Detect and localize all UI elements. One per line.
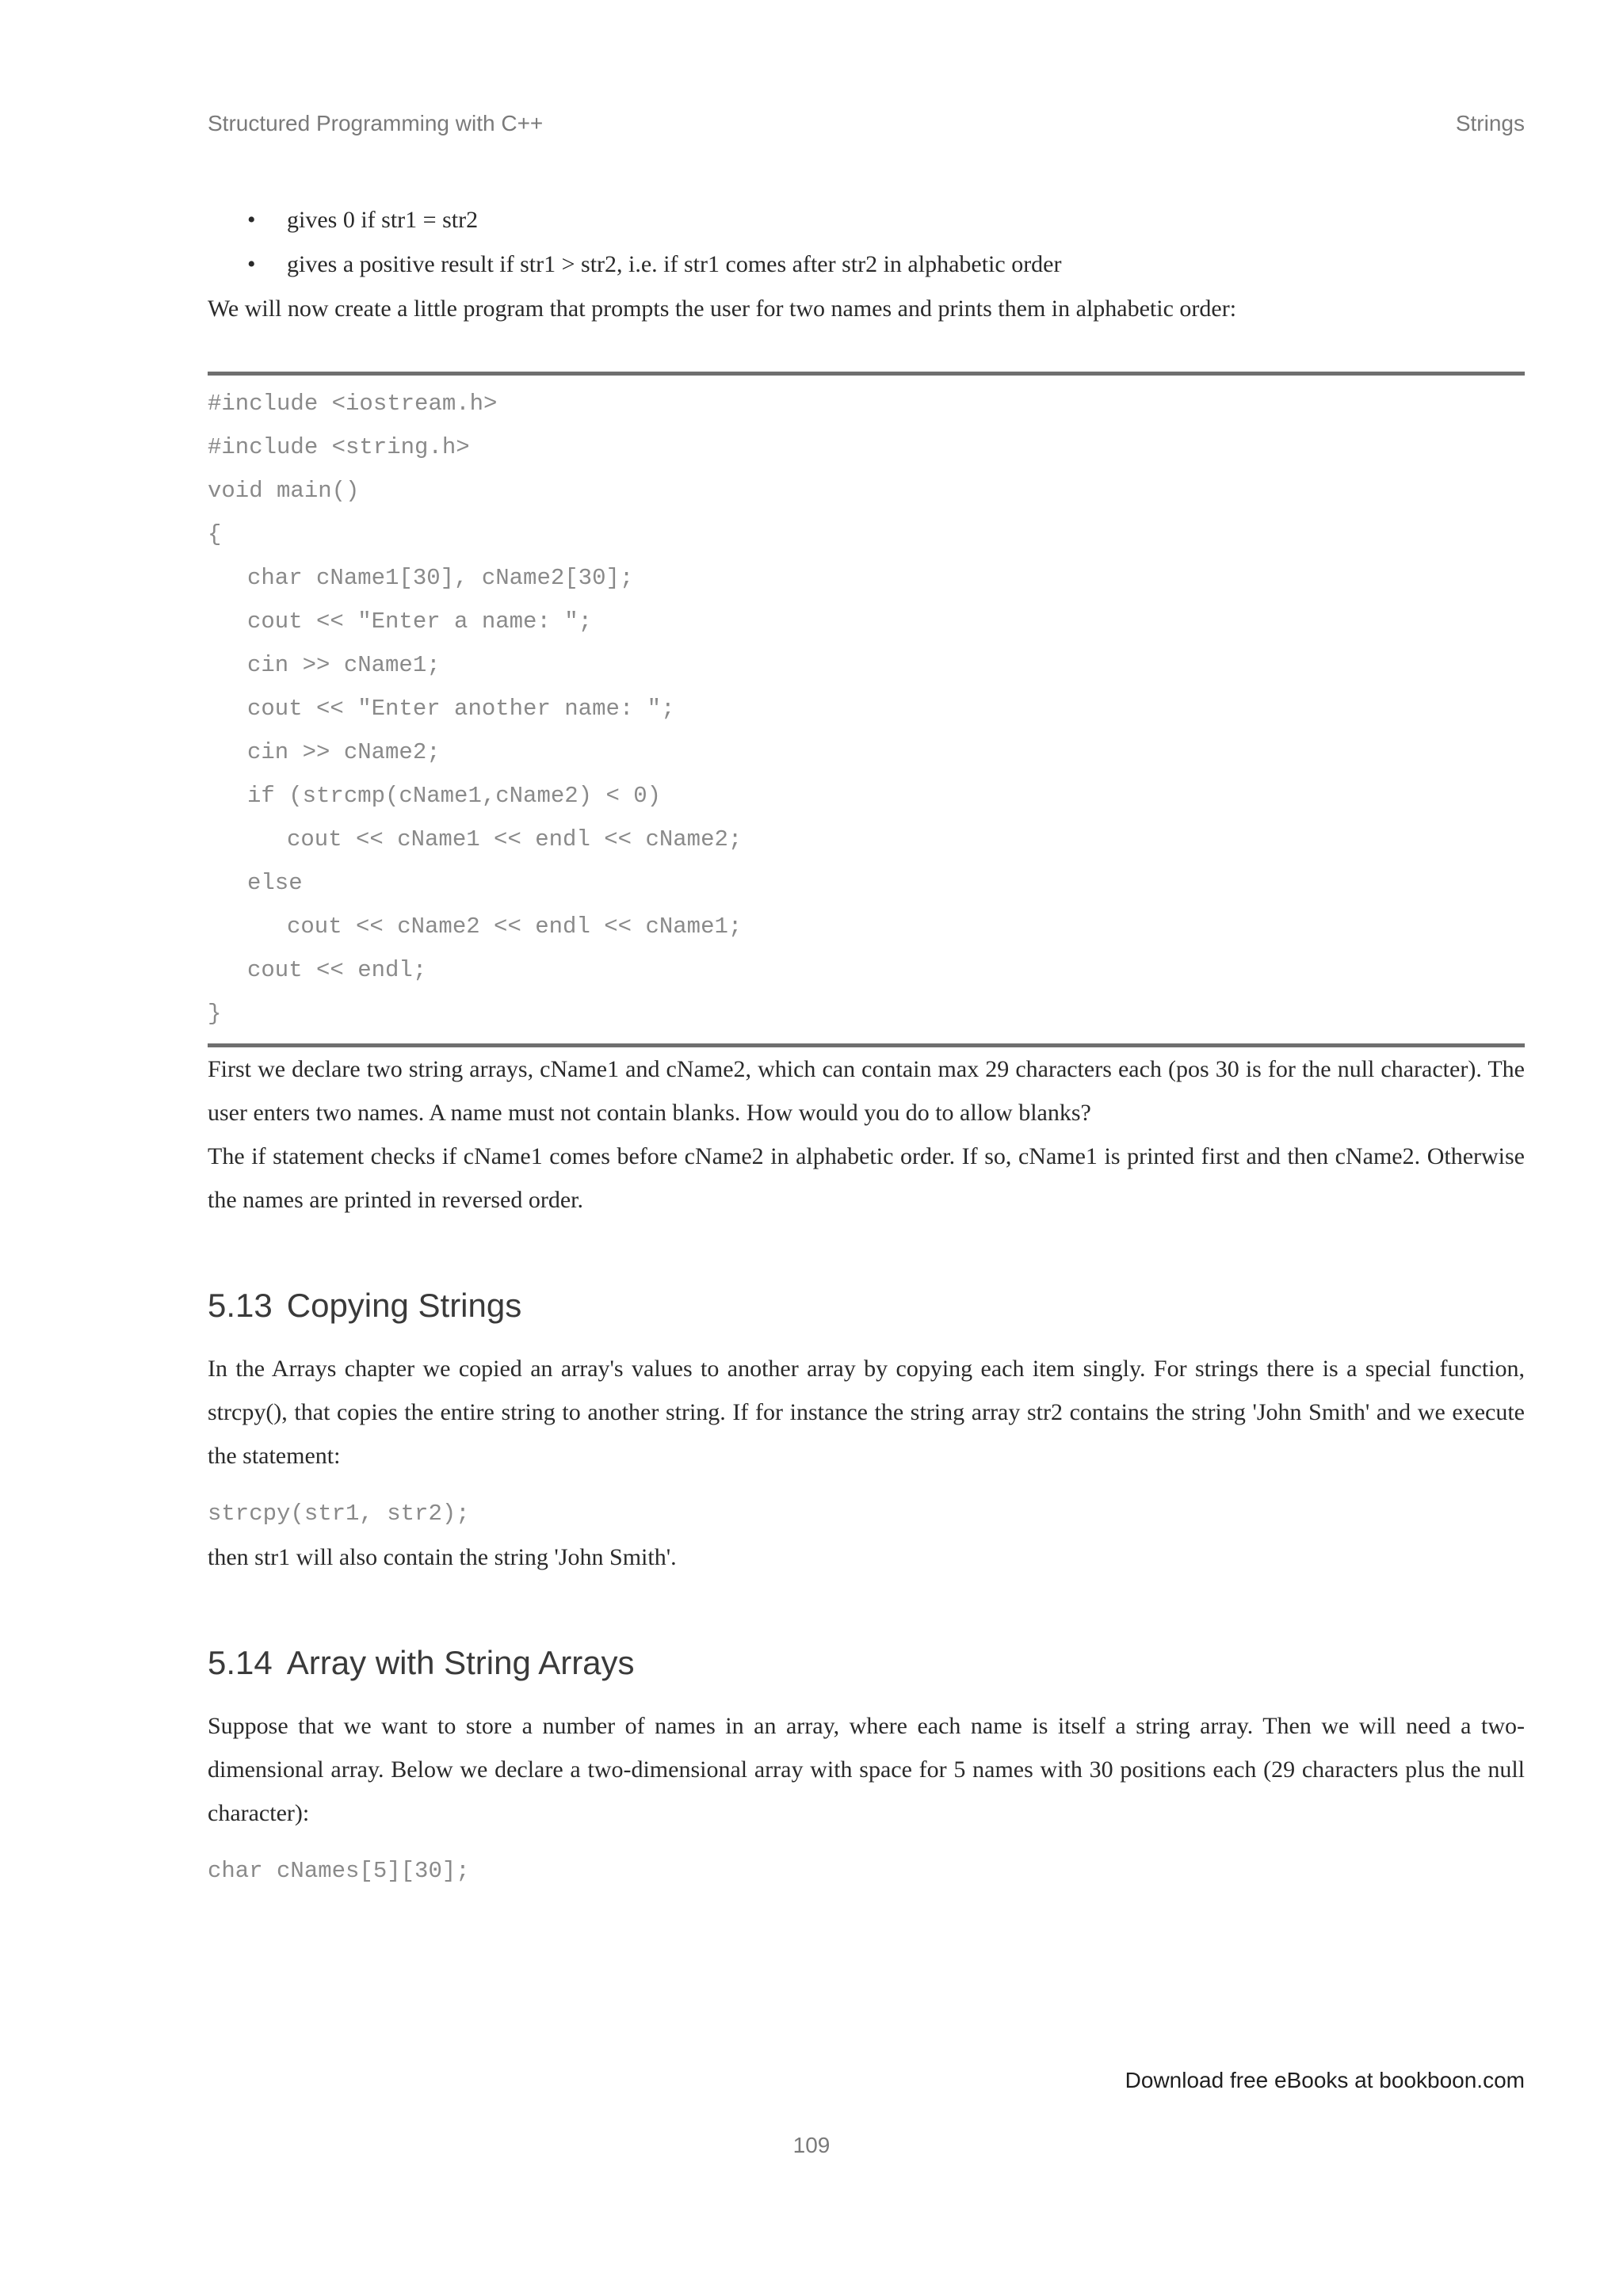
cnames-code-sample: char cNames[5][30]; bbox=[208, 1858, 470, 1884]
book-title: Structured Programming with C++ bbox=[208, 111, 544, 135]
section-title: Copying Strings bbox=[286, 1287, 522, 1324]
code-line: char cName1[30], cName2[30]; bbox=[247, 565, 634, 591]
section-heading-5-14 bbox=[208, 1641, 1525, 1685]
section-5-14-paragraph-1: Suppose that we want to store a number of names in an array, where each name is itself a string array. Then we will need a two-dimensional array. Below we declare a two-dimensional array with space for 5 names with 30 positions each (29 characters plus the null character): bbox=[208, 1713, 1525, 1826]
code-line: #include <iostream.h> bbox=[208, 391, 498, 417]
code-line: cin >> cName2; bbox=[247, 739, 441, 765]
list-item: • gives a positive result if str1 > str2, i.e. if str1 comes after str2 in alphabetic order bbox=[287, 242, 1525, 287]
explanation-paragraph-2: The if statement checks if cName1 comes before cName2 in alphabetic order. If so, cName1 is printed first and then cName2. Otherwise the names are printed in reversed order. bbox=[208, 1143, 1525, 1213]
explanation-paragraph-1: First we declare two string arrays, cName1 and cName2, which can contain max 29 characters each (pos 30 is for the null character). The user enters two names. A name must not contain blanks. How would you do to allow blanks? bbox=[208, 1056, 1525, 1126]
code-line: { bbox=[208, 521, 222, 547]
code-line: else bbox=[247, 870, 303, 896]
bullet-list bbox=[208, 198, 1525, 287]
section-5-13-paragraph-2: then str1 will also contain the string 'John Smith'. bbox=[208, 1544, 677, 1570]
section-5-13-paragraph-1: In the Arrays chapter we copied an array's values to another array by copying each item singly. For strings there is a special function, strcpy(), that copies the entire string to another string. If for instance the string array str2 contains the string 'John Smith' and we execute the statement: bbox=[208, 1356, 1525, 1469]
section-number: 5.14 bbox=[208, 1644, 273, 1681]
code-line: cin >> cName1; bbox=[247, 652, 441, 678]
chapter-title: Strings bbox=[1455, 111, 1525, 135]
intro-paragraph: We will now create a little program that prompts the user for two names and prints them in alphabetic order: bbox=[208, 296, 1237, 322]
code-line: if (strcmp(cName1,cName2) < 0) bbox=[247, 783, 662, 809]
code-line: cout << "Enter another name: "; bbox=[247, 696, 675, 722]
code-line: cout << cName1 << endl << cName2; bbox=[287, 826, 743, 852]
code-line: cout << "Enter a name: "; bbox=[247, 608, 593, 635]
code-line: void main() bbox=[208, 478, 360, 504]
code-line: cout << cName2 << endl << cName1; bbox=[287, 913, 743, 940]
code-line: } bbox=[208, 1001, 222, 1027]
code-line: #include <string.h> bbox=[208, 434, 470, 460]
section-title: Array with String Arrays bbox=[286, 1644, 635, 1681]
section-number: 5.13 bbox=[208, 1287, 273, 1324]
section-heading-5-13 bbox=[208, 1283, 1525, 1328]
download-link[interactable]: Download free eBooks at bookboon.com bbox=[1125, 2068, 1525, 2092]
list-item: • gives 0 if str1 = str2 bbox=[287, 198, 1525, 242]
strcpy-code-sample: strcpy(str1, str2); bbox=[208, 1501, 470, 1527]
code-block bbox=[208, 372, 1525, 1047]
page-number: 109 bbox=[792, 2133, 831, 2157]
page-content bbox=[208, 198, 1525, 1893]
code-line: cout << endl; bbox=[247, 957, 427, 983]
